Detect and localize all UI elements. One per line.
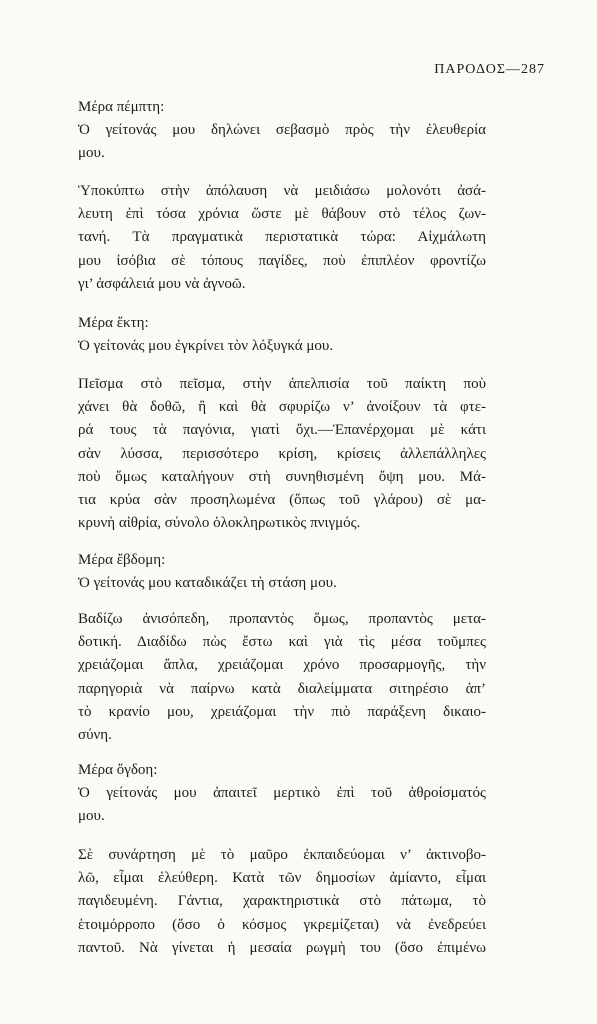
text-line: Ὁ γείτονάς μου δηλώνει σεβασμὸ πρὸς τὴν ἐλευθερία	[78, 122, 486, 139]
day-heading: Μέρα πέμπτη:	[78, 99, 165, 115]
text-line: λευτη ἐπὶ τόσα χρόνια ὥστε μὲ θάβουν στὸ τέλος ζων-	[78, 206, 486, 223]
running-head: ΠΑΡΟΔΟΣ—287	[434, 62, 545, 77]
text-line: μου.	[78, 808, 105, 825]
text-line: δοτική. Διαδίδω πὼς ἔστω καὶ γιὰ τὶς μέσα τοῦμπες	[78, 634, 486, 651]
paragraph	[78, 608, 486, 747]
text-line: ποὺ ὅμως καταλήγουν στὴ συνηθισμένη ὄψη μου. Μά-	[78, 468, 486, 485]
day-heading: Μέρα ὄγδοη:	[78, 762, 158, 778]
text-line: γι’ ἀσφάλειά μου νὰ ἀγνοῶ.	[78, 275, 246, 292]
text-line: τια κρύα σὰν προσηλωμένα (ὅπως τοῦ γλάρου) σὲ μα-	[78, 491, 486, 508]
text-line: Ὁ γείτονάς μου ἀπαιτεῖ μερτικὸ ἐπὶ τοῦ ἀθροίσματός	[78, 785, 486, 802]
text-line: τὸ κρανίο μου, χρειάζομαι τὴν πιὸ παράξενη δικαιο-	[78, 703, 486, 720]
text-line: Σὲ συνάρτηση μὲ τὸ μαῦρο ἐκπαιδεύομαι ν’ ἀκτινοβο-	[78, 847, 486, 863]
diary-entry	[78, 96, 486, 166]
text-line: Πεῖσμα στὸ πεῖσμα, στὴν ἀπελπισία τοῦ παίκτη ποὺ	[78, 376, 486, 392]
text-line: χρειάζομαι ἄπλα, χρειάζομαι χρόνο προσαρμογῆς, τὴν	[78, 657, 486, 674]
text-line: Ὁ γείτονάς μου καταδικάζει τὴ στάση μου.	[78, 575, 337, 592]
day-heading: Μέρα ἔβδομη:	[78, 552, 166, 568]
paragraph	[78, 180, 486, 296]
text-line: Βαδίζω ἀνισόπεδη, προπαντὸς ὅμως, προπαντὸς μετα-	[78, 611, 486, 627]
day-heading: Μέρα ἕκτη:	[78, 315, 149, 331]
paragraph	[78, 373, 486, 535]
text-line: Ὑποκύπτω στὴν ἀπόλαυση νὰ μειδιάσω μολονότι ἀσά-	[78, 183, 486, 199]
diary-entry	[78, 759, 486, 829]
text-line: κρυνὴ αἰθρία, σύνολο ὁλοκληρωτικὸς πνιγμός.	[78, 515, 361, 532]
text-line: παρηγοριὰ νὰ παίρνω κατὰ διαλείμματα σιτηρέσιο ἀπ’	[78, 680, 486, 697]
text-line: τανή. Τὰ πραγματικὰ περιστατικὰ τώρα: Αἰχμάλωτη	[78, 229, 486, 246]
text-line: χάνει θὰ δοθῶ, ἢ καὶ θὰ σφυρίζω ν’ ἀνοίξουν τὰ φτε-	[78, 399, 486, 416]
diary-entry	[78, 549, 486, 595]
text-line: παγιδευμένη. Γάντια, χαρακτηριστικὰ στὸ πάτωμα, τὸ	[78, 893, 486, 910]
text-line: ἑτοιμόρροπο (ὅσο ὁ κόσμος γκρεμίζεται) νὰ ἐνεδρεύει	[78, 916, 486, 933]
text-line: λῶ, εἶμαι ἐλεύθερη. Κατὰ τῶν δημοσίων ἀμίαντο, εἶμαι	[78, 870, 486, 887]
text-line: ρά τους τὰ παγόνια, γιατὶ ὄχι.—Ἐπανέρχομαι μὲ κάτι	[78, 422, 486, 439]
text-line: παντοῦ. Νὰ γίνεται ἡ μεσαία ρωγμὴ του (ὅσο ἐπιμένω	[78, 939, 486, 956]
diary-entry	[78, 312, 486, 358]
text-line: σύνη.	[78, 726, 112, 743]
text-line: μου ἰσόβια σὲ τόπους παγίδες, ποὺ ἐπιπλέον φροντίζω	[78, 252, 486, 269]
text-line: σὰν λύσσα, περισσότερο κρίση, κρίσεις ἀλλεπάλληλες	[78, 445, 486, 462]
paragraph	[78, 844, 486, 960]
text-line: Ὁ γείτονάς μου ἐγκρίνει τὸν λόξυγκά μου.	[78, 338, 334, 355]
text-line: μου.	[78, 145, 105, 162]
